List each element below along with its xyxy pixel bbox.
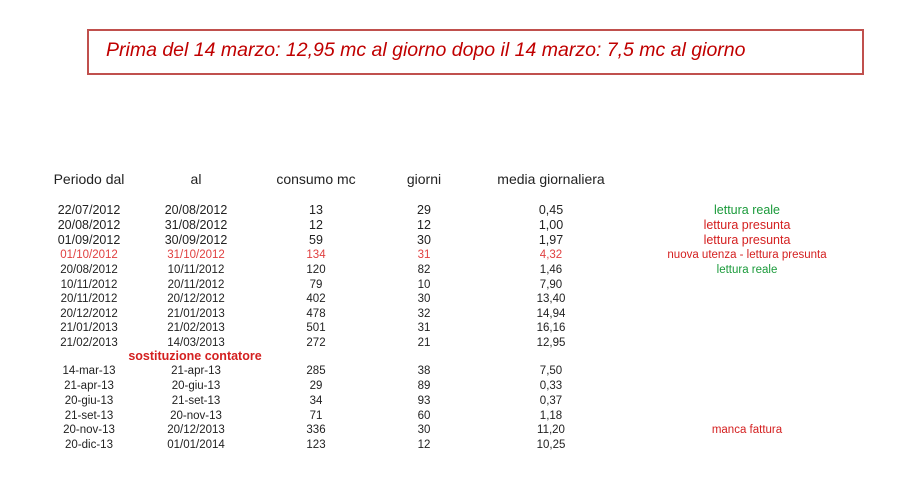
cell-al: 14/03/2013 (167, 337, 225, 349)
cell-al: 21/02/2013 (167, 322, 225, 334)
cell-consumo: 336 (306, 424, 326, 436)
cell-dal: 01/09/2012 (57, 233, 121, 247)
cell-al: 10/11/2012 (167, 264, 225, 276)
cell-consumo: 120 (306, 264, 326, 276)
cell-al: 20-nov-13 (170, 410, 222, 422)
summary-text: Prima del 14 marzo: 12,95 mc al giorno dopo il 14 marzo: 7,5 mc al giorno (106, 39, 746, 61)
cell-media: 1,18 (539, 410, 563, 422)
cell-al: 20/11/2012 (167, 279, 225, 291)
cell-giorni: 10 (417, 279, 431, 291)
cell-media: 1,97 (538, 233, 564, 247)
cell-media: 11,20 (537, 424, 565, 436)
cell-giorni: 89 (417, 380, 431, 392)
cell-consumo: 285 (306, 365, 326, 377)
cell-giorni: 93 (417, 395, 431, 407)
cell-dal: 21/02/2013 (60, 337, 118, 349)
header-giorni: giorni (406, 171, 442, 187)
cell-consumo: 13 (309, 203, 323, 217)
cell-consumo: 402 (306, 293, 326, 305)
cell-consumo: 71 (309, 410, 323, 422)
cell-note: lettura presunta (703, 218, 791, 232)
cell-giorni: 12 (417, 218, 431, 232)
cell-media: 0,33 (539, 380, 563, 392)
cell-al: 21/01/2013 (167, 308, 225, 320)
cell-giorni: 82 (417, 264, 431, 276)
cell-dal: 20-nov-13 (63, 424, 115, 436)
cell-media: 1,00 (538, 218, 564, 232)
table-row (0, 307, 900, 322)
cell-dal: 20-giu-13 (64, 395, 114, 407)
cell-al: 30/09/2012 (164, 233, 228, 247)
header-media: media giornaliera (497, 171, 605, 187)
table-row (0, 394, 900, 409)
cell-media: 0,45 (538, 203, 564, 217)
cell-dal: 10/11/2012 (60, 279, 118, 291)
cell-consumo: 29 (309, 380, 323, 392)
table-row (0, 423, 900, 438)
cell-al: 21-apr-13 (171, 365, 221, 377)
cell-dal: 21/01/2013 (60, 322, 118, 334)
table-row (0, 263, 900, 278)
cell-giorni: 31 (417, 322, 431, 334)
cell-dal: 20/11/2012 (60, 293, 118, 305)
cell-al: 21-set-13 (171, 395, 221, 407)
cell-note: nuova utenza - lettura presunta (667, 249, 827, 261)
cell-media: 0,37 (539, 395, 563, 407)
cell-media: 7,50 (539, 365, 563, 377)
section-label: sostituzione contatore (128, 349, 262, 363)
cell-consumo: 478 (306, 308, 326, 320)
cell-giorni: 38 (417, 365, 431, 377)
cell-al: 20/12/2012 (167, 293, 225, 305)
cell-consumo: 79 (309, 279, 323, 291)
cell-consumo: 134 (306, 249, 326, 261)
header-periodo-dal: Periodo dal (53, 171, 125, 187)
cell-al: 31/08/2012 (164, 218, 228, 232)
cell-consumo: 123 (306, 439, 326, 451)
cell-dal: 21-apr-13 (64, 380, 114, 392)
cell-giorni: 29 (417, 203, 431, 217)
cell-giorni: 31 (417, 249, 431, 261)
cell-media: 14,94 (536, 308, 566, 320)
cell-dal: 20/08/2012 (60, 264, 118, 276)
cell-consumo: 59 (309, 233, 323, 247)
header-consumo: consumo mc (276, 171, 356, 187)
cell-dal: 14-mar-13 (62, 365, 116, 377)
cell-giorni: 60 (417, 410, 431, 422)
cell-dal: 20/08/2012 (57, 218, 121, 232)
table-row (0, 292, 900, 307)
cell-dal: 21-set-13 (64, 410, 114, 422)
table-row (0, 203, 900, 218)
table-row (0, 218, 900, 233)
cell-dal: 20/12/2012 (60, 308, 118, 320)
cell-note: lettura presunta (703, 233, 791, 247)
cell-note: lettura reale (716, 264, 778, 276)
table-row (0, 278, 900, 293)
cell-al: 20/08/2012 (164, 203, 228, 217)
cell-dal: 20-dic-13 (65, 439, 113, 451)
cell-consumo: 34 (309, 395, 323, 407)
table-row (0, 321, 900, 336)
cell-al: 01/01/2014 (167, 439, 225, 451)
table-row (0, 379, 900, 394)
cell-al: 20/12/2013 (167, 424, 225, 436)
cell-media: 7,90 (539, 279, 563, 291)
cell-al: 20-giu-13 (171, 380, 221, 392)
cell-giorni: 32 (417, 308, 431, 320)
cell-giorni: 12 (417, 439, 431, 451)
summary-banner (87, 29, 864, 75)
cell-media: 12,95 (536, 337, 566, 349)
cell-consumo: 272 (306, 337, 326, 349)
cell-giorni: 21 (417, 337, 431, 349)
cell-dal: 01/10/2012 (60, 249, 118, 261)
cell-media: 1,46 (539, 264, 563, 276)
header-al: al (190, 171, 202, 187)
cell-al: 31/10/2012 (167, 249, 225, 261)
cell-dal: 22/07/2012 (57, 203, 121, 217)
cell-note: manca fattura (711, 424, 783, 436)
cell-consumo: 12 (309, 218, 323, 232)
table-row (0, 364, 900, 379)
table-row (0, 233, 900, 248)
cell-media: 4,32 (539, 249, 563, 261)
cell-giorni: 30 (417, 424, 431, 436)
cell-media: 10,25 (536, 439, 566, 451)
table-row (0, 438, 900, 453)
cell-media: 13,40 (536, 293, 566, 305)
cell-consumo: 501 (306, 322, 326, 334)
cell-giorni: 30 (417, 233, 431, 247)
table-row (0, 248, 900, 263)
cell-giorni: 30 (417, 293, 431, 305)
cell-media: 16,16 (536, 322, 566, 334)
cell-note: lettura reale (713, 203, 781, 217)
table-row (0, 409, 900, 424)
